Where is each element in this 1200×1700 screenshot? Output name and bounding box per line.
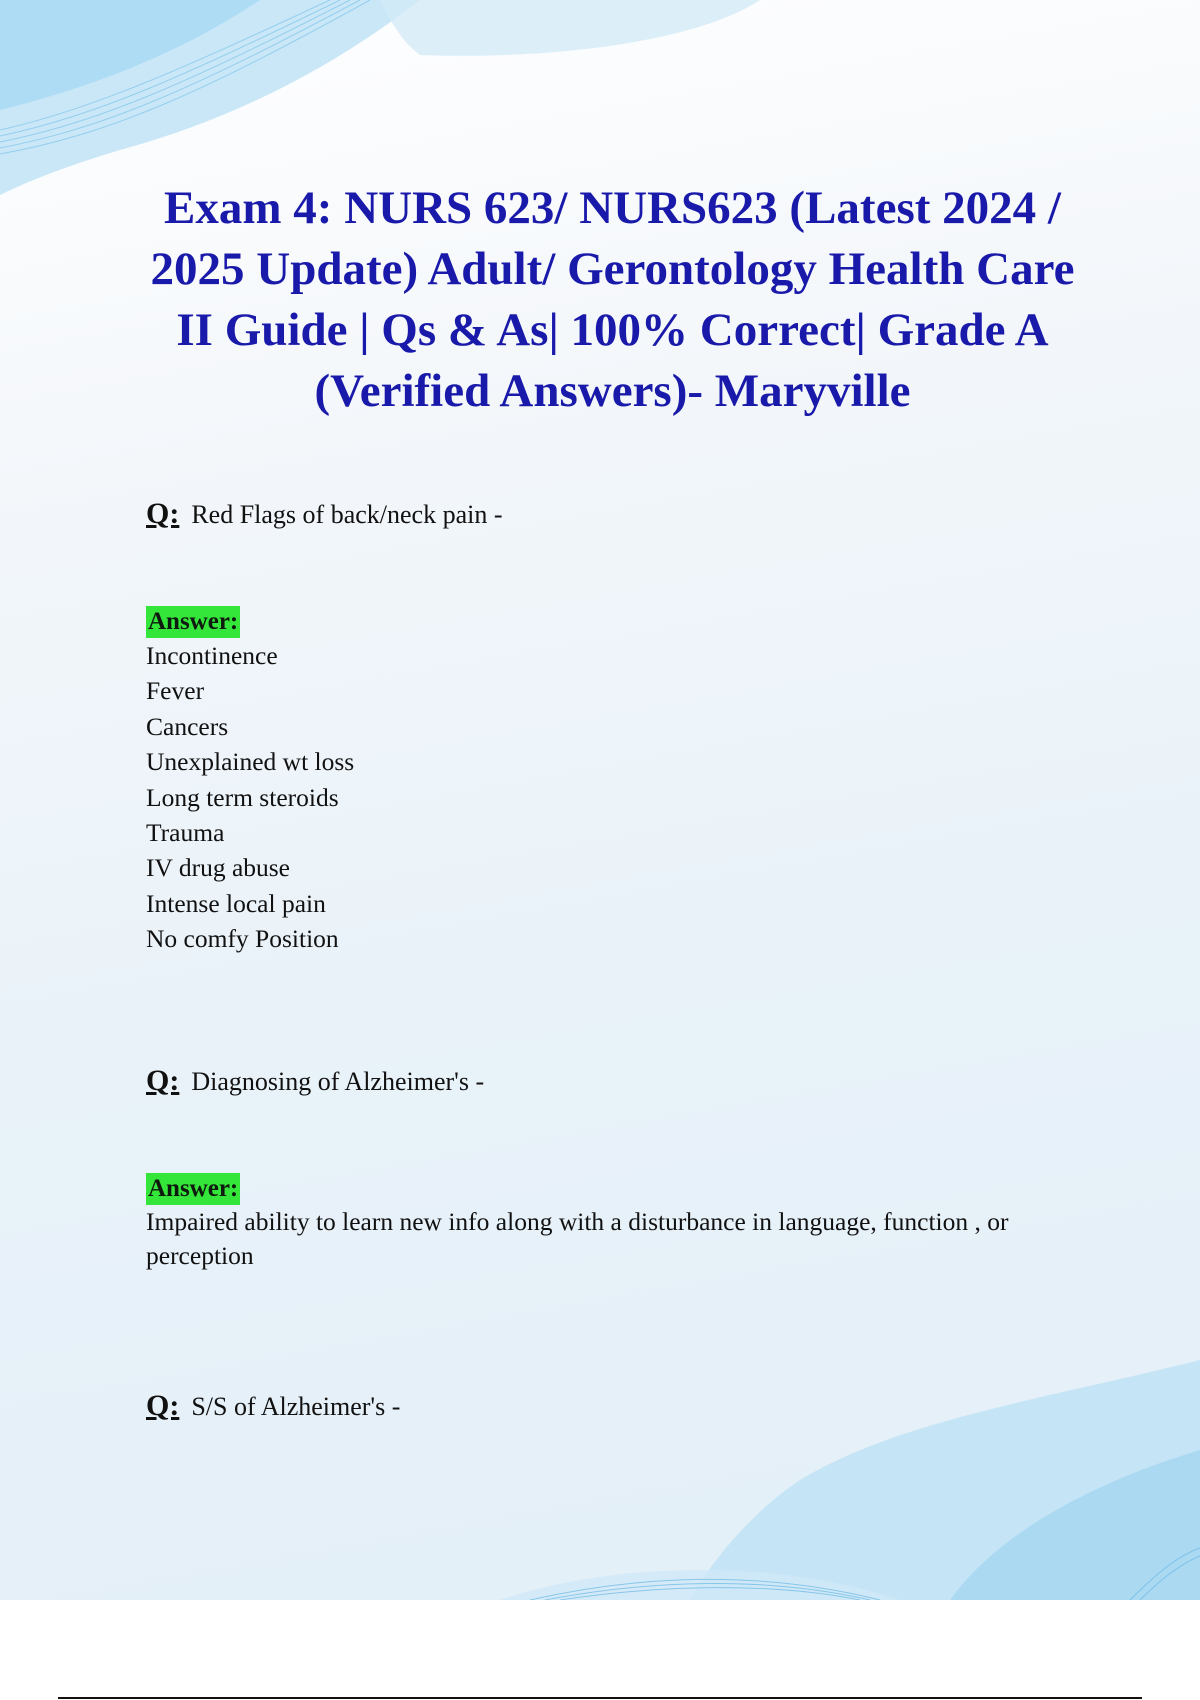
list-item: Cancers <box>146 711 229 741</box>
list-item: IV drug abuse <box>146 853 290 883</box>
answer-2 <box>146 1173 1086 1273</box>
question-2 <box>146 1064 484 1098</box>
list-item: Unexplained wt loss <box>146 747 355 777</box>
list-item: Fever <box>146 676 205 706</box>
answer-1 <box>146 606 354 957</box>
list-item: No comfy Position <box>146 924 339 954</box>
answer-label: Answer: <box>146 606 240 638</box>
document-title: Exam 4: NURS 623/ NURS623 (Latest 2024 / 2025 Update) Adult/ Gerontology Health Care II Guide | Qs & As| 100% Correct| Grade A (Verified Answers)- Maryville <box>150 182 1075 417</box>
list-item: Trauma <box>146 818 225 848</box>
answer-text: Impaired ability to learn new info along with a disturbance in language, function , or perception <box>146 1207 1009 1270</box>
question-1 <box>146 497 503 531</box>
question-label: Q: <box>146 497 180 530</box>
list-item: Long term steroids <box>146 782 339 812</box>
answer-list <box>146 638 354 957</box>
question-text: S/S of Alzheimer's - <box>191 1392 401 1421</box>
question-label: Q: <box>146 1064 180 1097</box>
footer-divider <box>58 1697 1142 1699</box>
answer-label: Answer: <box>146 1173 240 1205</box>
list-item: Intense local pain <box>146 888 326 918</box>
question-text: Red Flags of back/neck pain - <box>191 500 503 529</box>
list-item: Incontinence <box>146 641 278 670</box>
question-label: Q: <box>146 1389 180 1422</box>
question-text: Diagnosing of Alzheimer's - <box>191 1067 485 1096</box>
question-3 <box>146 1389 400 1423</box>
